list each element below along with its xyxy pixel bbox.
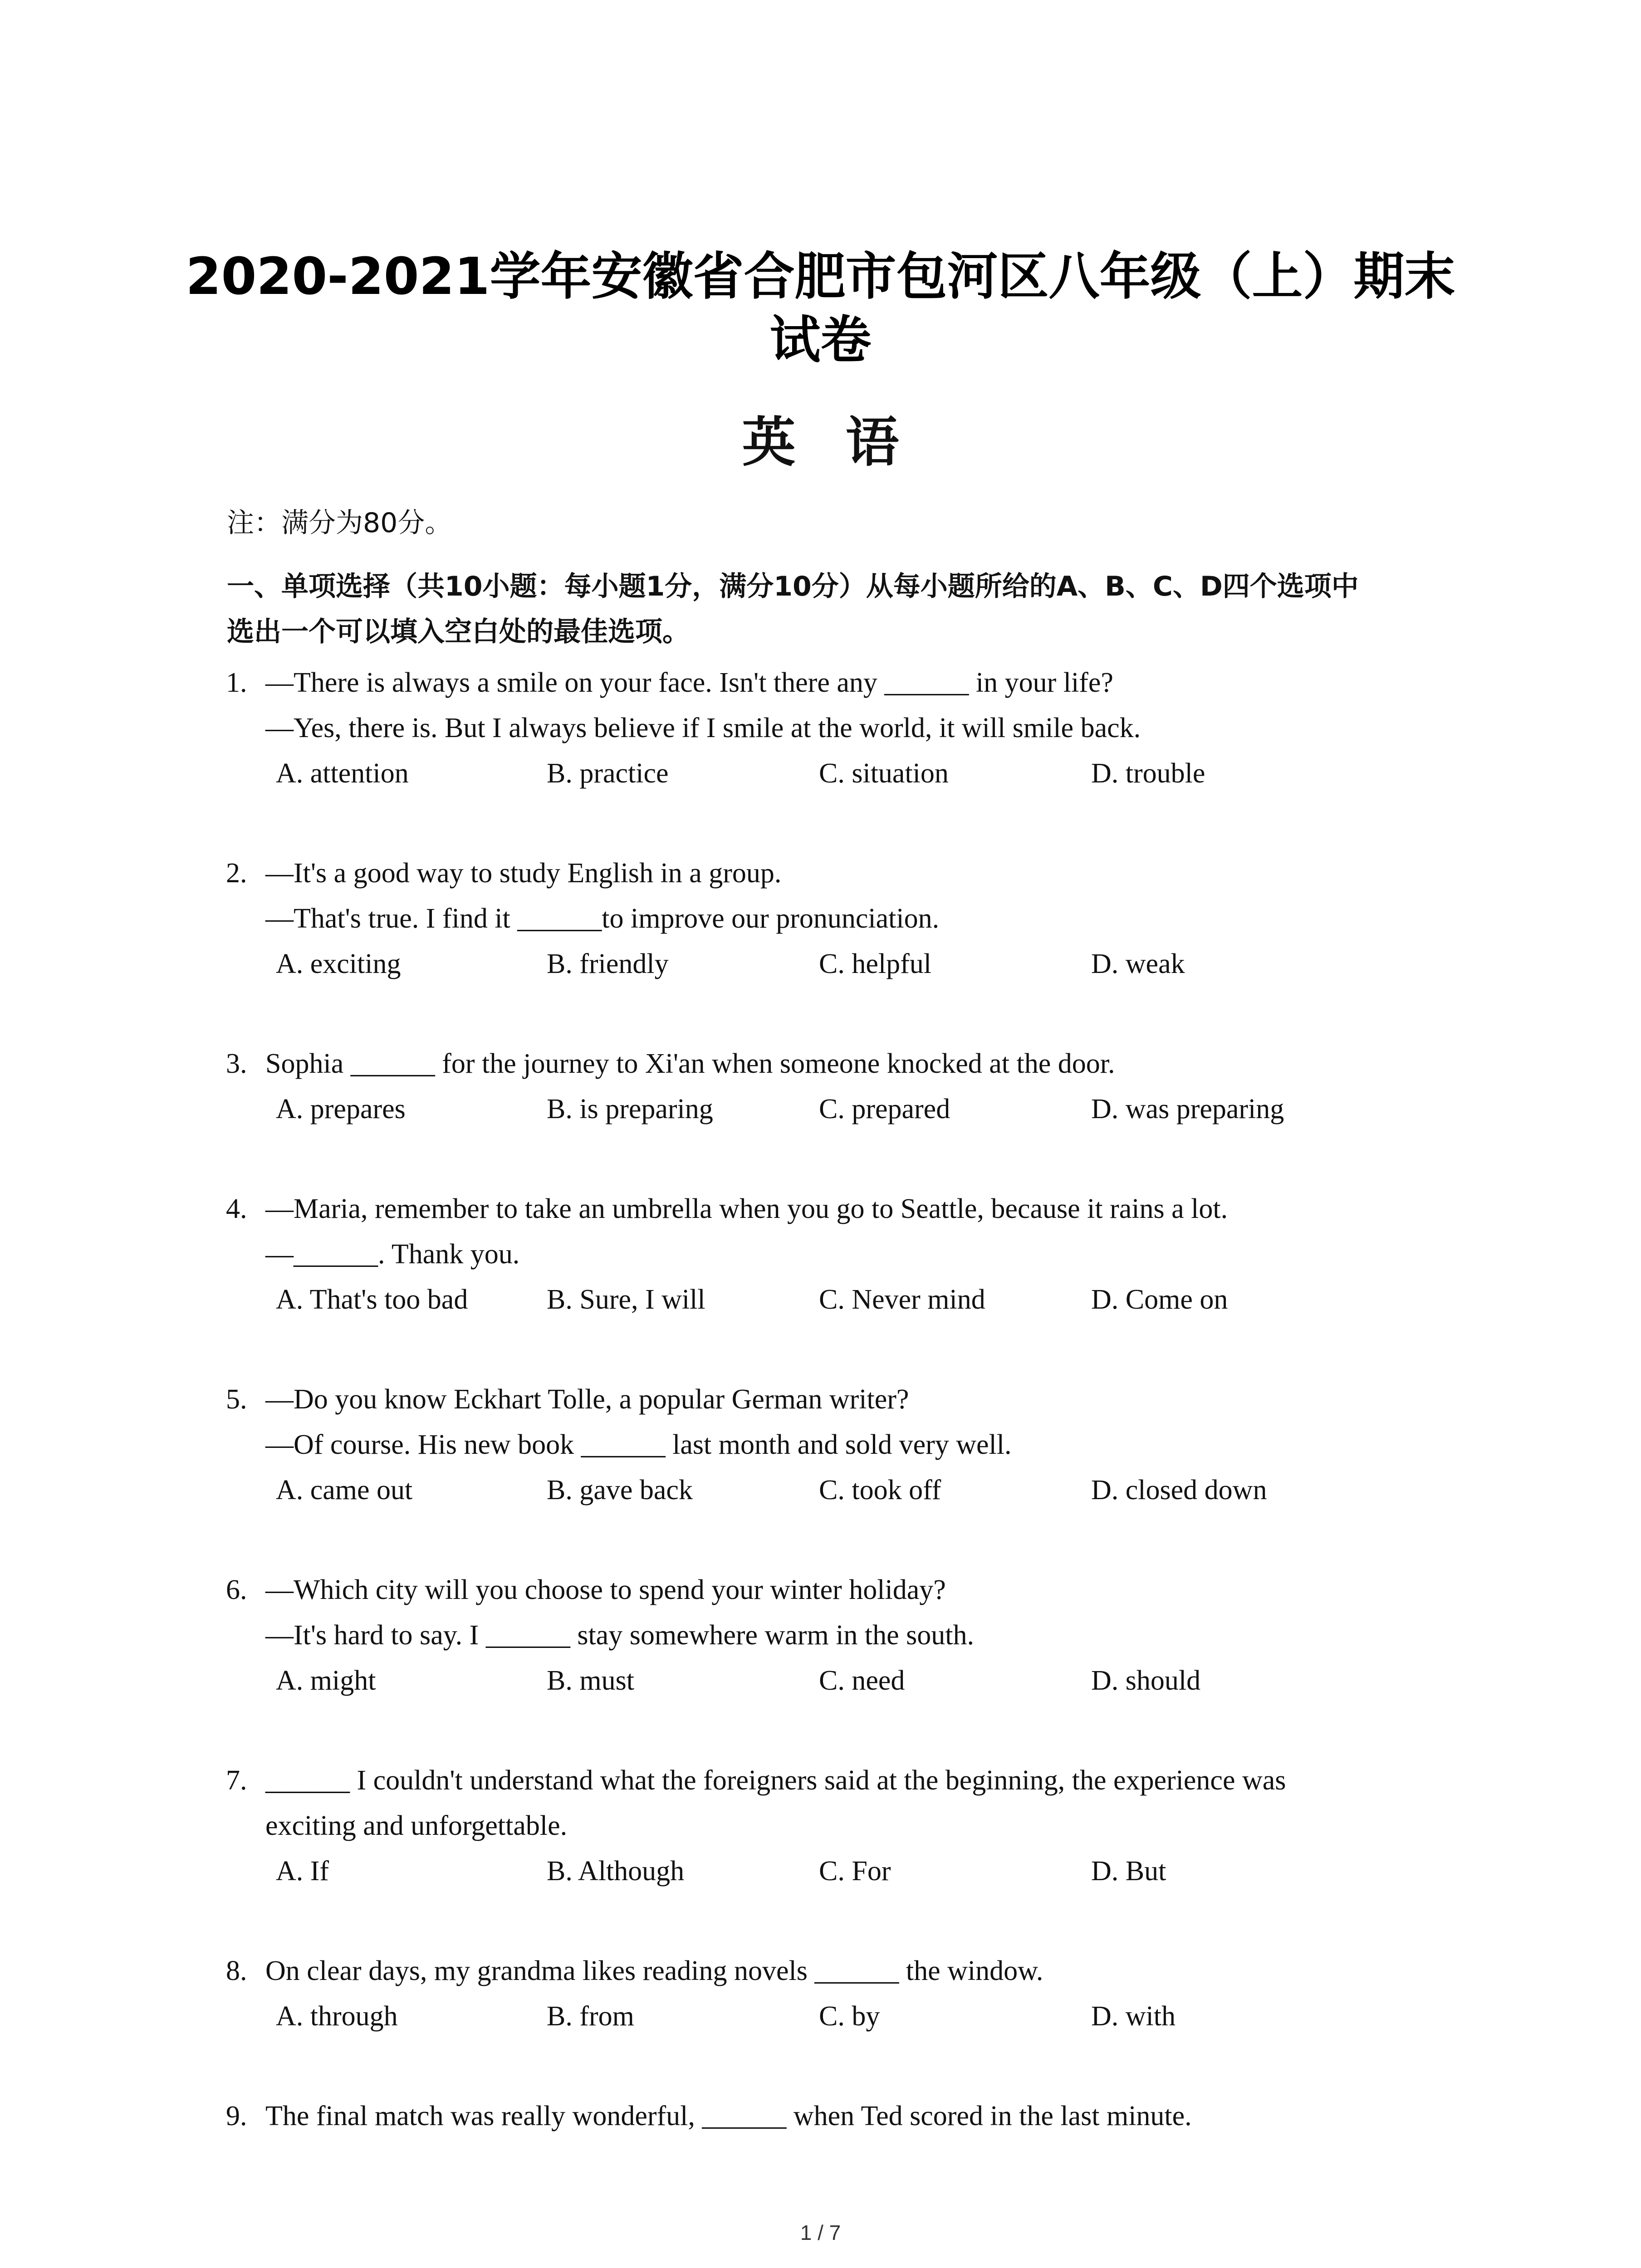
option-d: D. But <box>1091 1856 1166 1887</box>
option-b: B. from <box>547 2001 634 2032</box>
question-number: 2. <box>226 858 247 889</box>
option-b: B. gave back <box>547 1475 693 1505</box>
option-a: A. exciting <box>276 948 401 979</box>
question-number: 9. <box>226 2101 247 2131</box>
option-a: A. came out <box>276 1475 413 1505</box>
score-note: 注：满分为80分。 <box>227 507 452 539</box>
question-number: 8. <box>226 1955 247 1986</box>
question-text-line: —That's true. I find it ______to improve our pronunciation. <box>265 903 940 934</box>
section-instruction-line2: 选出一个可以填入空白处的最佳选项。 <box>227 616 690 648</box>
option-b: B. must <box>547 1665 634 1696</box>
page-number: 1 / 7 <box>800 2221 841 2244</box>
option-a: A. attention <box>276 758 409 789</box>
document-title-line1: 2020-2021学年安徽省合肥市包河区八年级（上）期末 <box>186 247 1455 306</box>
option-a: A. That's too bad <box>276 1284 468 1315</box>
question-text-line: exciting and unforgettable. <box>265 1810 568 1841</box>
option-d: D. with <box>1091 2001 1176 2032</box>
section-instruction-line1: 一、单项选择（共10小题：每小题1分，满分10分）从每小题所给的A、B、C、D四个选项中 <box>227 571 1359 602</box>
option-b: B. Although <box>547 1856 685 1887</box>
question-number: 7. <box>226 1765 247 1796</box>
question-text-line: —It's a good way to study English in a group. <box>265 858 782 889</box>
question-number: 1. <box>226 667 247 698</box>
question-number: 5. <box>226 1384 247 1415</box>
question-number: 6. <box>226 1574 247 1605</box>
question-text-line: ______ I couldn't understand what the foreigners said at the beginning, the experience was <box>265 1765 1286 1796</box>
question-text-line: —Of course. His new book ______ last month and sold very well. <box>265 1429 1012 1460</box>
question-text-line: —______. Thank you. <box>265 1239 520 1270</box>
question-text-line: —Yes, there is. But I always believe if I smile at the world, it will smile back. <box>265 713 1141 743</box>
option-d: D. closed down <box>1091 1475 1267 1505</box>
question-text-line: —Do you know Eckhart Tolle, a popular German writer? <box>265 1384 909 1415</box>
question-text-line: Sophia ______ for the journey to Xi'an when someone knocked at the door. <box>265 1048 1115 1079</box>
question-text-line: On clear days, my grandma likes reading novels ______ the window. <box>265 1955 1043 1986</box>
option-c: C. prepared <box>819 1094 950 1124</box>
option-c: C. by <box>819 2001 880 2032</box>
option-d: D. Come on <box>1091 1284 1228 1315</box>
question-number: 3. <box>226 1048 247 1079</box>
question-text-line: —Which city will you choose to spend your winter holiday? <box>265 1574 946 1605</box>
subject-heading: 英语 <box>742 411 949 474</box>
option-a: A. If <box>276 1856 329 1887</box>
option-a: A. might <box>276 1665 376 1696</box>
question-number: 4. <box>226 1193 247 1224</box>
option-b: B. practice <box>547 758 669 789</box>
option-c: C. need <box>819 1665 905 1696</box>
option-b: B. friendly <box>547 948 669 979</box>
option-c: C. For <box>819 1856 891 1887</box>
option-c: C. helpful <box>819 948 931 979</box>
question-text-line: —There is always a smile on your face. Isn't there any ______ in your life? <box>265 667 1113 698</box>
document-title-line2: 试卷 <box>769 311 872 370</box>
option-d: D. was preparing <box>1091 1094 1284 1124</box>
option-c: C. Never mind <box>819 1284 985 1315</box>
option-d: D. trouble <box>1091 758 1205 789</box>
option-a: A. through <box>276 2001 398 2032</box>
question-text-line: —It's hard to say. I ______ stay somewhere warm in the south. <box>265 1620 975 1651</box>
option-d: D. should <box>1091 1665 1201 1696</box>
option-c: C. situation <box>819 758 949 789</box>
question-text-line: The final match was really wonderful, ______ when Ted scored in the last minute. <box>265 2101 1192 2131</box>
question-text-line: —Maria, remember to take an umbrella when you go to Seattle, because it rains a lot. <box>265 1193 1228 1224</box>
option-b: B. Sure, I will <box>547 1284 705 1315</box>
option-b: B. is preparing <box>547 1094 713 1124</box>
option-d: D. weak <box>1091 948 1185 979</box>
option-c: C. took off <box>819 1475 941 1505</box>
option-a: A. prepares <box>276 1094 406 1124</box>
